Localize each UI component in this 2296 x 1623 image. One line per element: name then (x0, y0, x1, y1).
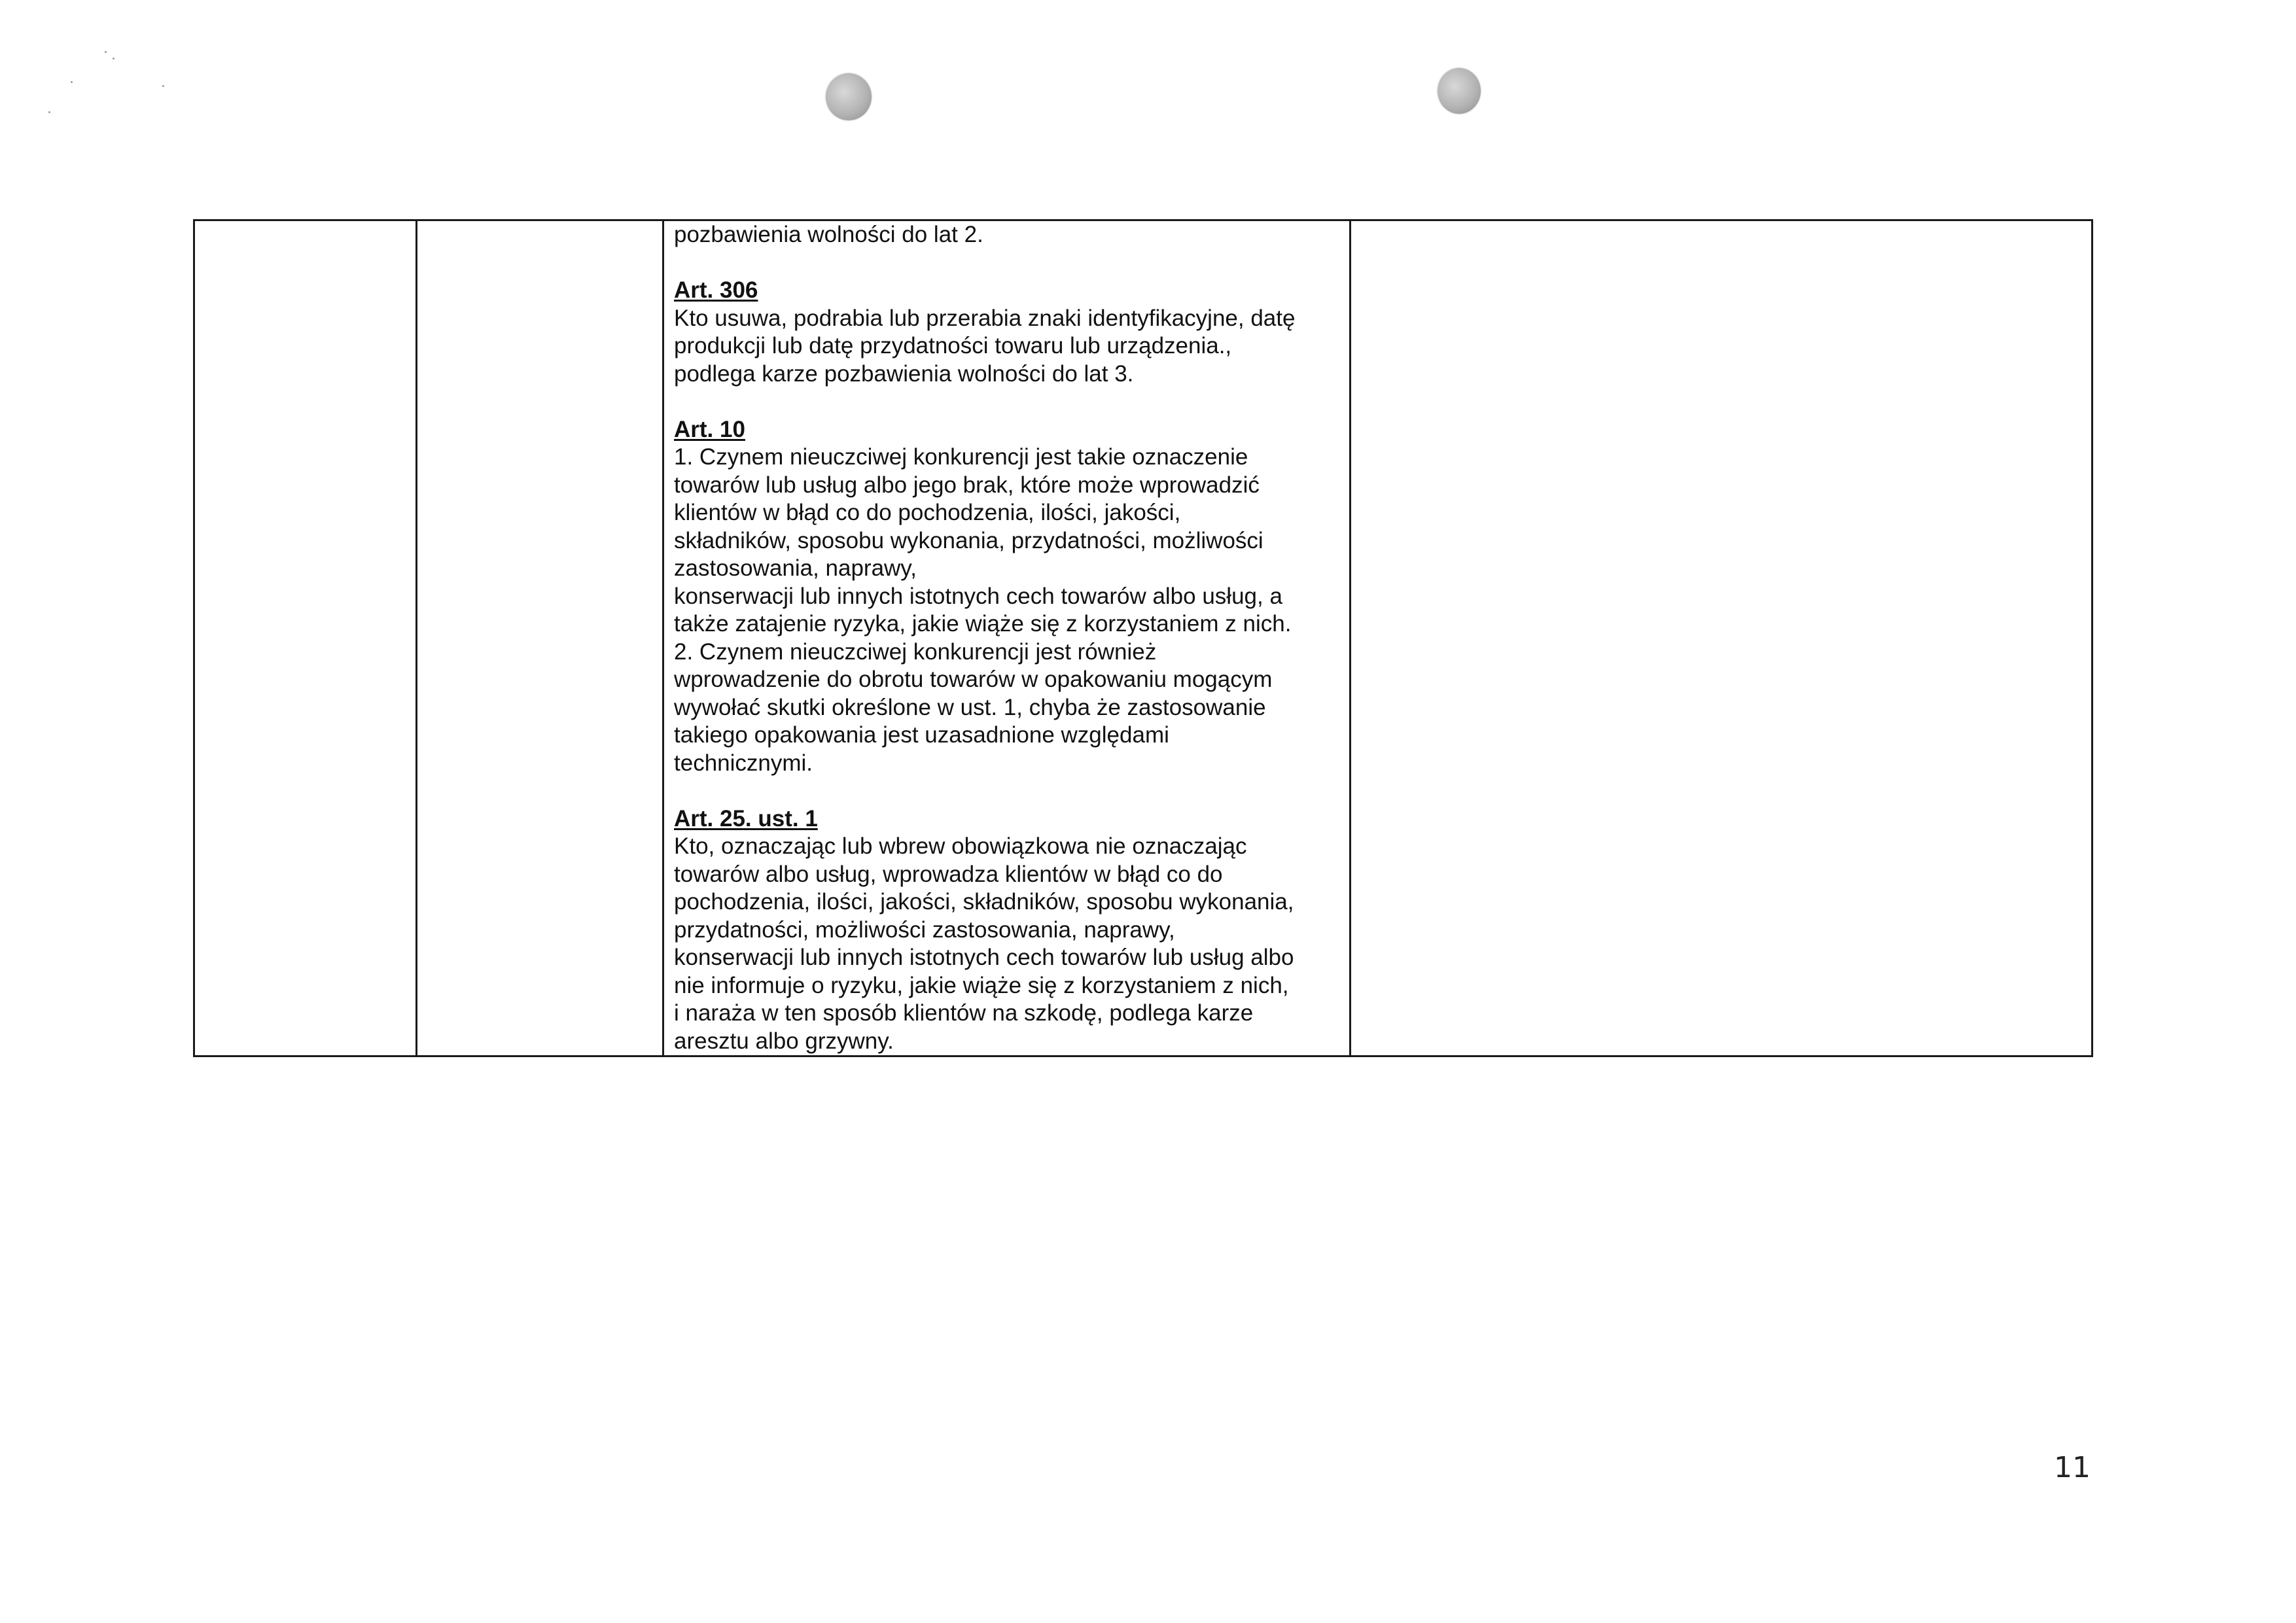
text-line: pochodzenia, ilości, jakości, składników, sposobu wykonania, (674, 889, 1294, 915)
paragraph-gap (674, 388, 1343, 416)
scan-speck (105, 51, 107, 53)
text-line: takiego opakowania jest uzasadnione względami (674, 722, 1169, 748)
text-line: i naraża w ten sposób klientów na szkodę, podlega karze (674, 1000, 1254, 1026)
table-cell-empty-4 (1351, 220, 2093, 1056)
text-line: konserwacji lub innych istotnych cech towarów albo usług, a (674, 583, 1282, 609)
paragraph-gap (674, 249, 1343, 277)
document-table (193, 219, 2093, 1057)
text-line: produkcji lub datę przydatności towaru lub urządzenia., (674, 333, 1232, 358)
text-line: towarów lub usług albo jego brak, które może wprowadzić (674, 472, 1260, 498)
text-line: aresztu albo grzywny. (674, 1028, 894, 1054)
text-line: podlega karze pozbawienia wolności do lat 3. (674, 360, 1134, 387)
text-line: przydatności, możliwości zastosowania, naprawy, (674, 916, 1175, 943)
text-line: Kto, oznaczając lub wbrew obowiązkowa nie oznaczając (674, 833, 1247, 859)
text-line: także zatajenie ryzyka, jakie wiąże się z korzystaniem z nich. (674, 611, 1292, 637)
legal-text-block (664, 221, 1349, 1055)
text-line: Kto usuwa, podrabia lub przerabia znaki identyfikacyjne, datę (674, 305, 1296, 331)
punch-hole (1438, 68, 1481, 114)
text-line: wywołać skutki określone w ust. 1, chyba że zastosowanie (674, 694, 1266, 720)
paragraph-gap (674, 777, 1343, 805)
text-line: konserwacji lub innych istotnych cech towarów lub usług albo (674, 945, 1294, 970)
text-line: towarów albo usług, wprowadza klientów w błąd co do (674, 861, 1223, 887)
article-heading: Art. 10 (674, 416, 745, 442)
text-line: wprowadzenie do obrotu towarów w opakowaniu mogącym (674, 667, 1273, 692)
text-line: składników, sposobu wykonania, przydatności, możliwości (674, 527, 1263, 553)
table-cell-empty-2 (417, 220, 663, 1056)
scan-speck (162, 85, 164, 87)
article-heading: Art. 25. ust. 1 (674, 805, 818, 831)
text-line: 2. Czynem nieuczciwej konkurencji jest również (674, 638, 1157, 665)
text-line: zastosowania, naprawy, (674, 555, 917, 581)
article-heading: Art. 306 (674, 277, 758, 303)
punch-hole (826, 73, 872, 120)
scan-speck (48, 111, 50, 113)
text-line: technicznymi. (674, 750, 813, 776)
table-cell-empty-1 (194, 220, 417, 1056)
page-number: 11 (2054, 1451, 2091, 1484)
table-row (194, 220, 2093, 1056)
text-line: klientów w błąd co do pochodzenia, ilości, jakości, (674, 500, 1181, 525)
text-line: 1. Czynem nieuczciwej konkurencji jest takie oznaczenie (674, 444, 1248, 470)
scan-speck (71, 81, 73, 83)
scan-speck (113, 58, 115, 60)
table-cell-legal-text (663, 220, 1351, 1056)
text-line: pozbawienia wolności do lat 2. (674, 222, 983, 247)
text-line: nie informuje o ryzyku, jakie wiąże się z korzystaniem z nich, (674, 972, 1289, 998)
